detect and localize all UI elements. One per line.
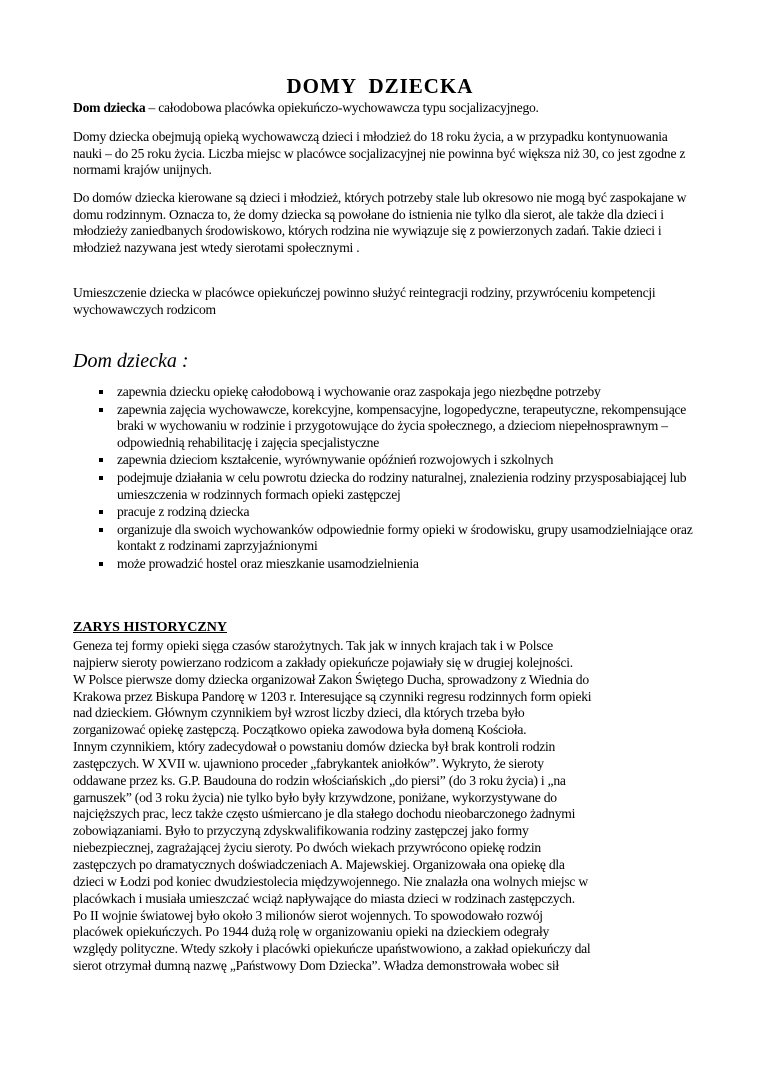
definition-paragraph <box>73 100 693 117</box>
history-line: niebezpiecznej, zagrażającej życiu sieroty. Po dwóch wiekach przywrócono opiekę rodzin <box>73 840 541 856</box>
list-item-text: pracuje z rodziną dziecka <box>117 504 250 520</box>
history-line: oddawane przez ks. G.P. Baudouna do rodzin włościańskich „do piersi” (do 3 roku życia) i „na <box>73 772 566 788</box>
history-line: nad dzieckiem. Głównym czynnikiem był wzrost liczby dzieci, dla których trzeba było <box>73 705 525 721</box>
list-item <box>96 522 696 555</box>
list-item-text: podejmuje działania w celu powrotu dziecka do rodziny naturalnej, znalezienia rodziny przysposabiającej lub umieszczenia w rodzinnych formach opieki zastępczej <box>117 469 687 502</box>
history-line: placówek opiekuńczych. Po 1944 dużą rolę w organizowaniu opieki na dzieckiem odegrały <box>73 924 550 940</box>
history-line: Po II wojnie światowej było około 3 milionów sierot wojennych. To spowodowało rozwój <box>73 907 543 923</box>
list-item <box>96 384 696 401</box>
list-item <box>96 556 696 573</box>
list-item <box>96 504 696 521</box>
history-line: zastępczych. W XVII w. ujawniono proceder „fabrykantek aniołków”. Wykryto, że sieroty <box>73 755 544 771</box>
paragraph-who-is-admitted: Do domów dziecka kierowane są dzieci i młodzież, których potrzeby stale lub okresowo nie mogą być zaspokajane w domu rodzinnym. Oznacza to, że domy dziecka są powołane do istnienia nie tylko dla sierot, ale także dla dzieci i młodzieży zaniedbanych środowiskowo, których rodzina nie wywiązuje się z powierzonych zadań. Takie dzieci i młodzież nazywana jest wtedy sierotami społecznymi . <box>73 190 687 255</box>
subheading-dom-dziecka: Dom dziecka : <box>73 350 189 372</box>
duties-list <box>96 384 696 574</box>
history-heading: ZARYS HISTORYCZNY <box>73 620 227 635</box>
history-line: dzieci w Łodzi pod koniec dwudziestolecia międzywojennego. Nie znalazła ona wolnych miejsc w <box>73 873 588 889</box>
history-line: względy polityczne. Wtedy szkoły i placówki opiekuńcze upaństwowiono, a zakład opiekuńczy dal <box>73 941 591 957</box>
history-line: sierot otrzymał dumną nazwę „Państwowy Dom Dziecka”. Władza demonstrowała wobec sił <box>73 958 559 974</box>
history-line: zastępczych po dramatycznych doświadczeniach A. Majewskiej. Organizowała ona opiekę dla <box>73 856 565 872</box>
list-item-text: zapewnia dziecku opiekę całodobową i wychowanie oraz zaspokaja jego niezbędne potrzeby <box>117 384 601 399</box>
bullet-icon <box>99 408 103 412</box>
list-item-text: organizuje dla swoich wychowanków odpowiednie formy opieki w środowisku, grupy usamodzielniające oraz kontakt z rodzinami zaprzyjaźnionymi <box>117 521 693 554</box>
list-item <box>96 452 696 469</box>
history-line: Krakowa przez Biskupa Pandorę w 1203 r. Interesujące są czynniki regresu rodzinnych form opieki <box>73 688 592 704</box>
bullet-icon <box>99 390 103 394</box>
history-paragraph <box>73 638 703 975</box>
list-item-text: może prowadzić hostel oraz mieszkanie usamodzielnienia <box>117 555 419 571</box>
history-line: Innym czynnikiem, który zadecydował o powstaniu domów dziecka był brak kontroli rodzin <box>73 739 556 755</box>
bullet-icon <box>99 528 103 532</box>
history-line: placówkach i musiała umieszczać wciąż napływające do miasta dzieci w rodzinach zastępczych. <box>73 890 575 906</box>
paragraph-age-range: Domy dziecka obejmują opieką wychowawczą dzieci i młodzież do 18 roku życia, a w przypadku kontynuowania nauki – do 25 roku życia. Liczba miejsc w placówce socjalizacyjnej nie powinna być większa niż 30, co jest zgodne z normami krajów unijnych. <box>73 129 686 178</box>
bullet-icon <box>99 476 103 480</box>
list-item <box>96 402 696 452</box>
list-item-text: zapewnia zajęcia wychowawcze, korekcyjne, kompensacyjne, logopedyczne, terapeutyczne, rekompensujące braki w wychowaniu w rodzinie i przygotowujące do życia społecznego, a dzieciom niepełnosprawnym – odpowiednią rehabilitację i zajęcia specjalistyczne <box>117 401 687 450</box>
history-line: najcięższych prac, lecz także często uśmiercano je dla stałego dochodu nieobarczonego żadnymi <box>73 806 576 822</box>
paragraph-reintegration: Umieszczenie dziecka w placówce opiekuńczej powinno służyć reintegracji rodziny, przywróceniu kompetencji wychowawczych rodzicom <box>73 285 656 317</box>
history-line: najpierw sieroty powierzano rodzicom a zakłady opiekuńcze pojawiały się w drugiej kolejności. <box>73 654 573 670</box>
history-line: W Polsce pierwsze domy dziecka organizował Zakon Świętego Ducha, sprowadzony z Wiednia do <box>73 671 589 687</box>
history-line: Geneza tej formy opieki sięga czasów starożytnych. Tak jak w innych krajach tak i w Polsce <box>73 638 553 653</box>
list-item <box>96 470 696 503</box>
definition-term: Dom dziecka <box>73 100 146 115</box>
bullet-icon <box>99 562 103 566</box>
history-line: zobowiązaniami. Było to przyczyną zdyskwalifikowania rodziny zastępczej jako formy <box>73 823 529 839</box>
list-item-text: zapewnia dzieciom kształcenie, wyrównywanie opóźnień rozwojowych i szkolnych <box>117 452 554 468</box>
history-line: garnuszek” (od 3 roku życia) nie tylko było były krzywdzone, poniżane, wykorzystywane do <box>73 789 557 805</box>
bullet-icon <box>99 458 103 462</box>
bullet-icon <box>99 510 103 514</box>
document-title: DOMY DZIECKA <box>286 74 474 98</box>
history-line: zorganizować opiekę zastępczą. Początkowo opieka zawodowa była domeną Kościoła. <box>73 722 527 738</box>
definition-text: – całodobowa placówka opiekuńczo-wychowawcza typu socjalizacyjnego. <box>145 100 539 115</box>
